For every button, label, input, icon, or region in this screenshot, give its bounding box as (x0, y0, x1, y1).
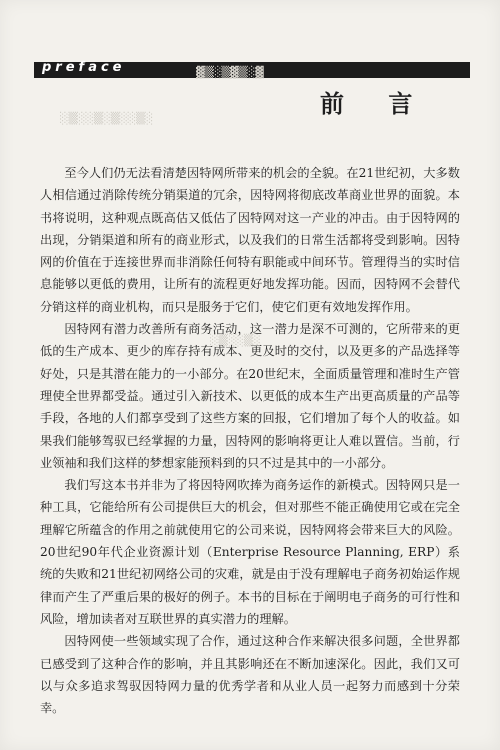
paragraph: 我们写这本书并非为了将因特网吹捧为商务运作的新模式。因特网只是一种工具，它能给所有公司提供巨大的机会，但对那些不能正确使用它或在完全理解它所蕴含的作用之前就使用它的公司来说，因特网将会带来巨大的风险。20世纪90年代企业资源计划（Enterprise Resource Planning, ERP）系统的失败和21世纪初网络公司的灾难，就是由于没有理解电子商务初始运作规律而产生了严重后果的极好的例子。本书的目标在于阐明电子商务的可行性和风险，增加读者对互联世界的真实潜力的理解。 (40, 478, 460, 626)
page-title: 前 言 (320, 89, 431, 118)
show-through-text: ░▒░░▒░ (210, 334, 261, 347)
show-through-text: ░▒░░▒░▒░░▒░ (60, 112, 154, 125)
preface-label: preface (42, 60, 126, 75)
show-through-text: ▓▒░▒▓▒░▓ (196, 66, 264, 79)
paragraph: 因特网使一些领域实现了合作，通过这种合作来解决很多问题，全世界都已感受到了这种合作的影响，并且其影响还在不断加速深化。因此，我们又可以与众多追求驾驭因特网力量的优秀学者和从业人员一起努力而感到十分荣幸。 (40, 634, 460, 716)
paragraph: 因特网有潜力改善所有商务活动，这一潜力是深不可测的，它所带来的更低的生产成本、更少的库存持有成本、更及时的交付，以及更多的产品选择等好处，只是其潜在能力的一小部分。在20世纪末，全面质量管理和准时生产管理使全世界都受益。通过引入新技术、以更低的成本生产出更高质量的产品等手段，各地的人们都享受到了这些方案的回报，它们增加了每个人的收益。如果我们能够驾驭已经掌握的力量，因特网的影响将更让人难以置信。当前，行业领袖和我们这样的梦想家能预料到的只不过是其中的一小部分。 (40, 322, 460, 470)
preface-body (40, 162, 460, 719)
paragraph: 至今人们仍无法看清楚因特网所带来的机会的全貌。在21世纪初，大多数人相信通过消除传统分销渠道的冗余，因特网将彻底改革商业世界的面貌。本书将说明，这种观点既高估又低估了因特网对这一产业的冲击。由于因特网的出现，分销渠道和所有的商业形式，以及我们的日常生活都将受到影响。因特网的价值在于连接世界而非消除任何特有职能或中间环节。管理得当的实时信息能够以更低的费用，让所有的流程更好地发挥功能。因而，因特网不会替代分销这样的商业机构，而只是服务于它们，使它们更有效地发挥作用。 (40, 166, 460, 314)
